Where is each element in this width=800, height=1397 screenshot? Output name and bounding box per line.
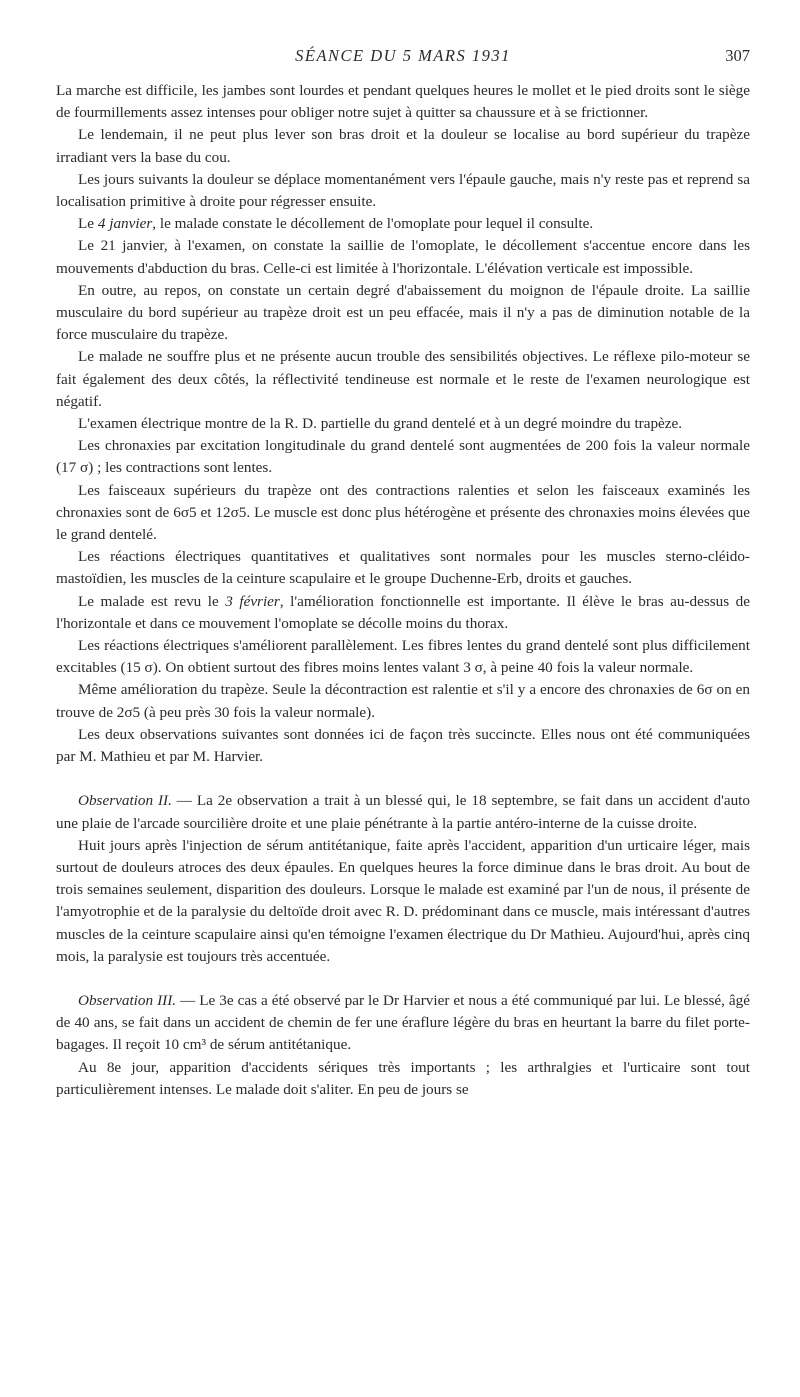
running-title: SÉANCE DU 5 MARS 1931 [295, 46, 511, 65]
paragraph [56, 1057, 750, 1101]
paragraph [56, 413, 750, 435]
paragraph [56, 679, 750, 723]
paragraph-text: Le [78, 215, 98, 233]
running-head [56, 46, 750, 72]
paragraph-text: Le 21 janvier, à l'examen, on constate la saillie de l'omoplate, le décollement s'accentue encore dans les mouvements d'abduction du bras. Celle-ci est limitée à l'horizontale. L'élévation verticale est impossible. [56, 237, 750, 277]
paragraph [56, 790, 750, 834]
paragraph [56, 724, 750, 768]
paragraph [56, 990, 750, 1057]
paragraph [56, 280, 750, 347]
paragraph [56, 835, 750, 968]
paragraph-text: Le malade est revu le [78, 592, 226, 610]
date-emphasis: 3 février [225, 592, 280, 610]
paragraph-text: Les réactions électriques s'améliorent parallèlement. Les fibres lentes du grand dentelé sont plus difficilement excitables (15 σ). On obtient surtout des fibres moins lentes valant 3 σ, à peine 40 fois la valeur normale. [56, 637, 750, 677]
paragraph-text: Le lendemain, il ne peut plus lever son bras droit et la douleur se localise au bord supérieur du trapèze irradiant vers la base du cou. [56, 126, 750, 166]
observation-label: Observation II. [78, 792, 172, 810]
paragraph-text: Les jours suivants la douleur se déplace momentanément vers l'épaule gauche, mais n'y reste pas et reprend sa localisation primitive à droite pour régresser ensuite. [56, 170, 750, 211]
paragraph [56, 169, 750, 213]
paragraph-text: Les deux observations suivantes sont données ici de façon très succincte. Elles nous ont été communiquées par M. Mathieu et par M. Harvier. [56, 725, 750, 766]
paragraph [56, 591, 750, 635]
paragraph-text: , le malade constate le décollement de l'omoplate pour lequel il consulte. [152, 215, 594, 233]
paragraph-text: Les chronaxies par excitation longitudinale du grand dentelé sont augmentées de 200 fois la valeur normale (17 σ) ; les contractions sont lentes. [56, 437, 750, 477]
paragraph-text: L'examen électrique montre de la R. D. partielle du grand dentelé et à un degré moindre du trapèze. [78, 415, 683, 433]
paragraph-text: En outre, au repos, on constate un certain degré d'abaissement du moignon de l'épaule droite. La saillie musculaire du bord supérieur au trapèze droit est un peu effacée, mais il n'y a pas de diminution notable de la force musculaire du trapèze. [56, 281, 750, 344]
paragraph [56, 346, 750, 413]
page-number: 307 [725, 46, 750, 65]
paragraph [56, 80, 750, 124]
body-text [56, 80, 750, 1101]
paragraph-text: Les faisceaux supérieurs du trapèze ont des contractions ralenties et selon les faisceaux examinés les chronaxies sont de 6σ5 et 12σ5. Le muscle est donc plus hétérogène et présente des chronaxies moins élevées que le grand dentelé. [56, 481, 750, 544]
paragraph [56, 213, 750, 235]
paragraph-text: Même amélioration du trapèze. Seule la décontraction est ralentie et s'il y a encore des chronaxies de 6σ on en trouve de 2σ5 (à peu près 30 fois la valeur normale). [56, 681, 750, 721]
paragraph [56, 546, 750, 590]
date-emphasis: 4 janvier [97, 215, 153, 233]
paragraph [56, 435, 750, 479]
observation-label: Observation III. [78, 991, 177, 1009]
paragraph-text: , l'amélioration fonctionnelle est importante. Il élève le bras au-dessus de l'horizontale et dans ce mouvement l'omoplate se décolle moins du thorax. [56, 592, 751, 632]
paragraph [56, 480, 750, 547]
paragraph [56, 235, 750, 279]
paragraph [56, 124, 750, 168]
paragraph-text: La marche est difficile, les jambes sont lourdes et pendant quelques heures le mollet et le pied droits sont le siège de fourmillements assez intenses pour obliger notre sujet à quitter sa chaussure et à se frictionner. [56, 82, 750, 122]
paragraph-text: — Le 3e cas a été observé par le Dr Harvier et nous a été communiqué par lui. Le blessé, âgé de 40 ans, se fait dans un accident de chemin de fer une éraflure légère du bras en heurtant la barre du filet porte-bagages. Il reçoit 10 cm³ de sérum antitétanique. [56, 991, 750, 1054]
paragraph-text: Au 8e jour, apparition d'accidents sériques très importants ; les arthralgies et l'urticaire sont tout particulièrement intenses. Le malade doit s'aliter. En peu de jours se [56, 1058, 750, 1098]
paragraph [56, 635, 750, 679]
paragraph-text: Le malade ne souffre plus et ne présente aucun trouble des sensibilités objectives. Le réflexe pilo-moteur se fait également des deux côtés, la réflectivité tendineuse est normale et le reste de l'examen neurologique est négatif. [56, 348, 750, 410]
paragraph-text: — La 2e observation a trait à un blessé qui, le 18 septembre, se fait dans un accident d'auto une plaie de l'arcade sourcilière droite et une plaie pénétrante à la partie antéro-interne de la cuisse droite. [56, 792, 750, 832]
paragraph-text: Huit jours après l'injection de sérum antitétanique, faite après l'accident, apparition d'un urticaire léger, mais surtout de douleurs atroces des deux épaules. En quelques heures la force diminue dans le bras droit. Au bout de trois semaines seulement, disparition des douleurs. Lorsque le malade est examiné par l'un de nous, il présente de l'amyotrophie et de la paralysie du deltoïde droit avec R. D. prédominant dans ce muscle, mais intéressant d'autres muscles de la ceinture scapulaire ainsi qu'en témoigne l'examen électrique du Dr Mathieu. Aujourd'hui, après cinq mois, la paralysie est toujours très accentuée. [56, 836, 750, 965]
paragraph-text: Les réactions électriques quantitatives et qualitatives sont normales pour les muscles sterno-cléido-mastoïdien, les muscles de la ceinture scapulaire et le groupe Duchenne-Erb, droits et gauches. [56, 548, 750, 588]
